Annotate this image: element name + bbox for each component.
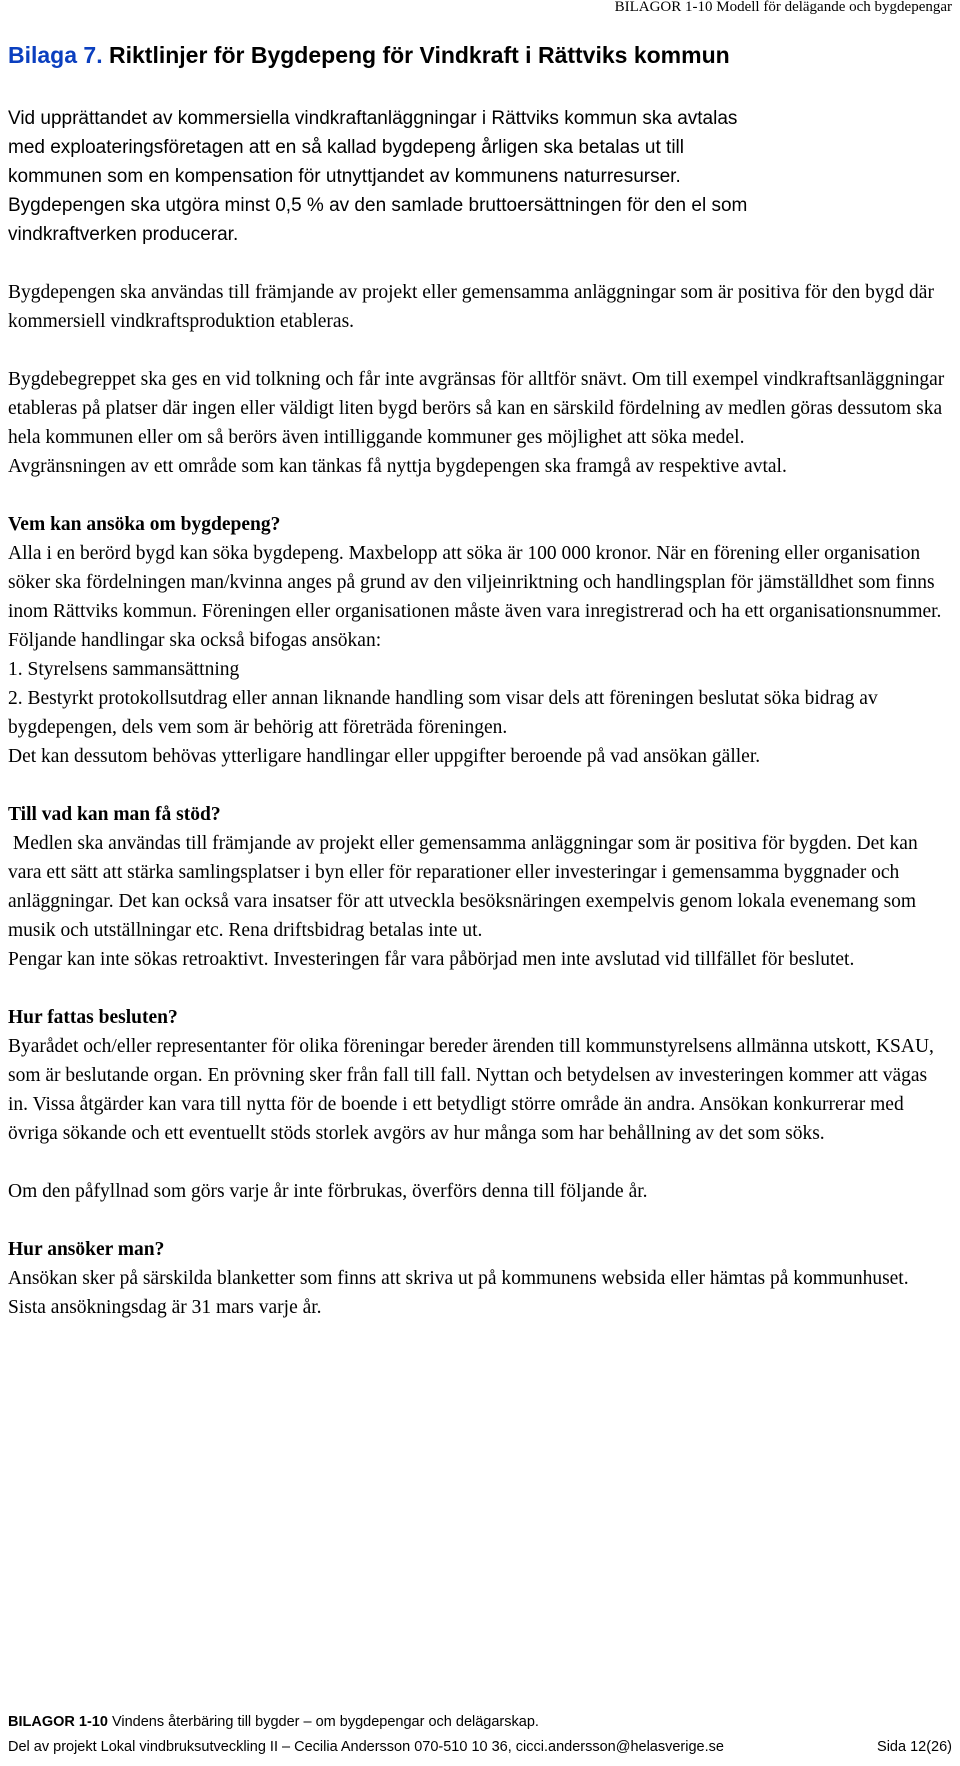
footer-line-1 [8, 1710, 952, 1735]
footer-project-info: Del av projekt Lokal vindbruksutveckling II – Cecilia Andersson 070-510 10 36, cicci.andersson@helasverige.se [8, 1739, 724, 1755]
list-item: 1. Styrelsens sammansättning [8, 659, 240, 680]
decision-heading: Hur fattas besluten? [8, 1007, 178, 1028]
intro-line: Bygdepengen ska utgöra minst 0,5 % av den samlade bruttoersättningen för den el som [8, 195, 748, 216]
apply-paragraph: Ansökan sker på särskilda blanketter som finns att skriva ut på kommunens websida eller hämtas på kommunhuset. Sista ansökningsdag är 31 mars varje år. [8, 1268, 909, 1318]
apply-heading: Hur ansöker man? [8, 1239, 165, 1260]
footer-bold-label: BILAGOR 1-10 [8, 1714, 108, 1730]
who-extra-paragraph: Det kan dessutom behövas ytterligare handlingar eller uppgifter beroende på vad ansökan gäller. [8, 746, 761, 767]
footer-line-2 [8, 1735, 952, 1760]
appendix-label: Bilaga 7. [8, 42, 103, 68]
title-text: Riktlinjer för Bygdepeng för Vindkraft i Rättviks kommun [109, 42, 730, 68]
intro-line: vindkraftverken producerar. [8, 224, 239, 245]
list-item: 2. Bestyrkt protokollsutdrag eller annan liknande handling som visar dels att föreningen beslutat söka bidrag av bygdepengen, dels vem som är behörig att företräda föreningen. [8, 688, 878, 738]
intro-paragraph [8, 104, 948, 249]
concept-paragraph: Bygdebegreppet ska ges en vid tolkning och får inte avgränsas för alltför snävt. Om till exempel vindkraftsanläggningar etableras på platser där ingen eller väldigt liten bygd berörs så kan en särskild fördelning av medlen göras dessutom ska hela kommunen eller om så berörs även intilliggande kommuner ges möjlighet att söka medel. [8, 369, 945, 448]
carryover-paragraph: Om den påfyllnad som görs varje år inte förbrukas, överförs denna till följande år. [8, 1181, 648, 1202]
decision-paragraph: Byarådet och/eller representanter för olika föreningar bereder ärenden till kommunstyrelsens allmänna utskott, KSAU, som är beslutande organ. En prövning sker från fall till fall. Nyttan och betydelsen av investeringen kommer att vägas in. Vissa åtgärder kan vara till nytta för de boende i ett betydligt större område än andra. Ansökan konkurrerar med övriga sökande och ett eventuellt stöds storlek avgörs av hur många som har behållning av det som söks. [8, 1036, 934, 1144]
use-paragraph: Bygdepengen ska användas till främjande av projekt eller gemensamma anläggningar som är positiva för den bygd där kommersiell vindkraftsproduktion etableras. [8, 282, 934, 332]
running-header: BILAGOR 1-10 Modell för delägande och bygdepengar [614, 0, 952, 15]
page-title [8, 42, 730, 69]
delimitation-paragraph: Avgränsningen av ett område som kan tänkas få nyttja bygdepengen ska framgå av respektive avtal. [8, 456, 787, 477]
retro-paragraph: Pengar kan inte sökas retroaktivt. Investeringen får vara påbörjad men inte avslutad vid tillfället för beslutet. [8, 949, 855, 970]
support-heading: Till vad kan man få stöd? [8, 804, 221, 825]
document-body [8, 104, 948, 1322]
intro-line: kommunen som en kompensation för utnyttjandet av kommunens naturresurser. [8, 166, 681, 187]
intro-line: med exploateringsföretagen att en så kallad bygdepeng årligen ska betalas ut till [8, 137, 684, 158]
who-paragraph: Alla i en berörd bygd kan söka bygdepeng. Maxbelopp att söka är 100 000 kronor. När en förening eller organisation söker ska fördelningen man/kvinna anges på grund av den viljeinriktning och handlingsplan för jämställdhet som finns inom Rättviks kommun. Föreningen eller organisationen måste även vara inregistrerad och ha ett organisationsnummer. Följande handlingar ska också bifogas ansökan: [8, 543, 942, 651]
footer-title: Vindens återbäring till bygder – om bygdepengar och delägarskap. [107, 1714, 539, 1730]
page-number: Sida 12(26) [877, 1739, 952, 1755]
intro-line: Vid upprättandet av kommersiella vindkraftanläggningar i Rättviks kommun ska avtalas [8, 108, 738, 129]
who-heading: Vem kan ansöka om bygdepeng? [8, 514, 281, 535]
support-paragraph: Medlen ska användas till främjande av projekt eller gemensamma anläggningar som är positiva för bygden. Det kan vara ett sätt att stärka samlingsplatser i byn eller för reparationer eller investeringar i gemensamma byggnader och anläggningar. Det kan också vara insatser för att utveckla besöksnäringen exempelvis genom lokala evenemang som musik och utställningar etc. Rena driftsbidrag betalas inte ut. [8, 833, 923, 941]
page-footer [8, 1710, 952, 1760]
